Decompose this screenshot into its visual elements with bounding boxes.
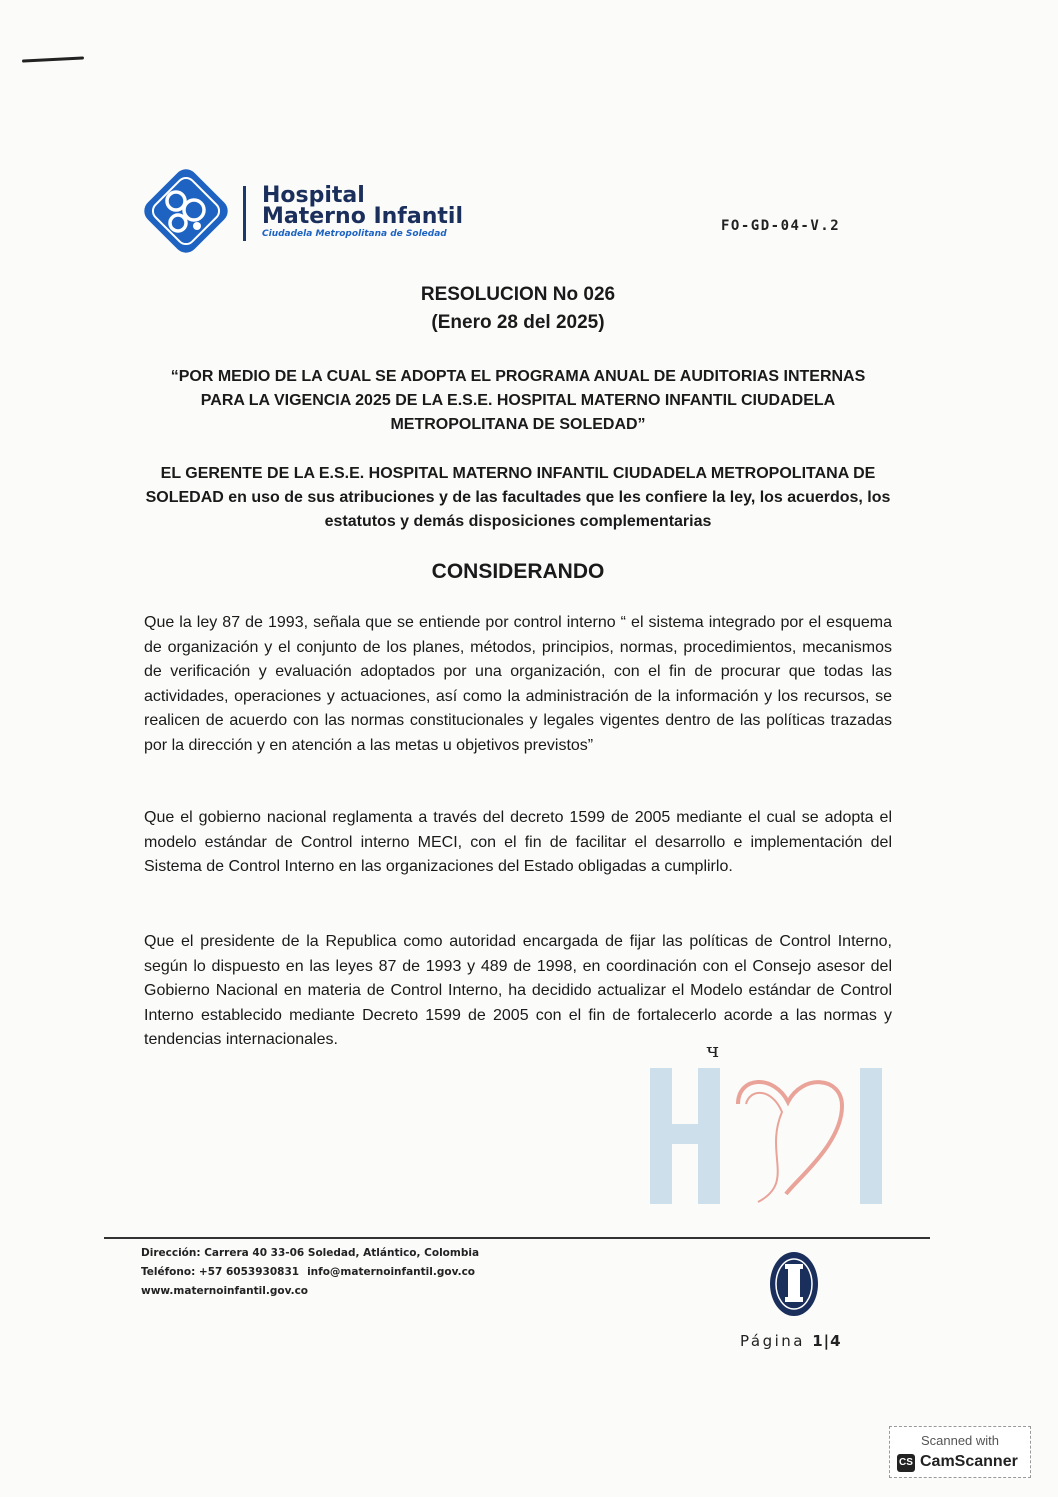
- resolution-date: (Enero 28 del 2025): [431, 312, 605, 333]
- footer-phone: Teléfono: +57 6053930831: [141, 1266, 300, 1278]
- handwritten-initial: ч: [706, 1038, 720, 1062]
- footer-email[interactable]: info@maternoinfantil.gov.co: [307, 1266, 476, 1278]
- document-code: FO-GD-04-V.2: [721, 218, 841, 234]
- footer-address: Dirección: Carrera 40 33-06 Soledad, Atlántico, Colombia: [141, 1247, 480, 1259]
- footer-website[interactable]: www.maternoinfantil.gov.co: [141, 1285, 309, 1297]
- pen-mark: [22, 56, 84, 62]
- page-indicator: [740, 1332, 842, 1350]
- camscanner-icon: CS: [897, 1454, 915, 1472]
- hospital-logo: [136, 168, 476, 258]
- logo-title-line2: Materno Infantil: [262, 204, 463, 229]
- considerando-paragraph-1: Que la ley 87 de 1993, señala que se entiende por control interno “ el sistema integrado por el esquema de organización y el conjunto de los planes, métodos, principios, normas, procedimientos, mecanismos de verificación y evaluación adoptados por una organización, con el fin de procurar que todas las actividades, operaciones y actuaciones, así como la administración de la información y los recursos, se realicen de acuerdo con las normas constitucionales y legales vigentes dentro de las políticas trazadas por la dirección y en atención a las metas u objetivos previstos”: [144, 614, 892, 754]
- footer-contact: [141, 1266, 475, 1278]
- resolution-title: “POR MEDIO DE LA CUAL SE ADOPTA EL PROGRAMA ANUAL DE AUDITORIAS INTERNAS PARA LA VIGENCIA 2025 DE LA E.S.E. HOSPITAL MATERNO INFANTIL CIUDADELA METROPOLITANA DE SOLEDAD”: [170, 368, 866, 433]
- resolution-number: RESOLUCION No 026: [420, 284, 616, 305]
- logo-divider: [243, 186, 246, 241]
- logo-subtitle: Ciudadela Metropolitana de Soledad: [262, 229, 447, 239]
- authority-statement: EL GERENTE DE LA E.S.E. HOSPITAL MATERNO INFANTIL CIUDADELA METROPOLITANA DE SOLEDAD en uso de sus atribuciones y de las facultades que les confiere la ley, los acuerdos, los estatutos y demás disposiciones complementarias: [145, 465, 891, 530]
- considerando-paragraph-2: Que el gobierno nacional reglamenta a través del decreto 1599 de 2005 mediante el cual se adopta el modelo estándar de Control interno MECI, con el fin de facilitar el desarrollo e implementación del Sistema de Control Interno en las organizaciones del Estado obligadas a cumplirlo.: [144, 809, 892, 875]
- footer-divider: [104, 1237, 930, 1239]
- camscanner-scanned-with: Scanned with: [920, 1433, 1000, 1448]
- camscanner-name: CamScanner: [920, 1453, 1018, 1470]
- camscanner-badge: [889, 1426, 1031, 1478]
- hmi-watermark-logo: [646, 1062, 888, 1210]
- institutional-seal-icon: [768, 1250, 820, 1318]
- hospital-emblem-icon: [136, 168, 236, 258]
- considerando-paragraph-3: Que el presidente de la Republica como autoridad encargada de fijar las políticas de Control Interno, según lo dispuesto en las leyes 87 de 1993 y 489 de 1998, en coordinación con el Consejo asesor del Gobierno Nacional en materia de Control Interno, ha decidido actualizar el Modelo estándar de Control Interno establecido mediante Decreto 1599 de 2005 con el fin de fortalecerlo acorde a las normas y tendencias internacionales.: [144, 933, 892, 1048]
- page-number: 1|4: [812, 1332, 842, 1350]
- section-heading: CONSIDERANDO: [431, 560, 605, 583]
- page-label: Página: [740, 1332, 805, 1350]
- logo-title-line1: Hospital: [262, 183, 365, 208]
